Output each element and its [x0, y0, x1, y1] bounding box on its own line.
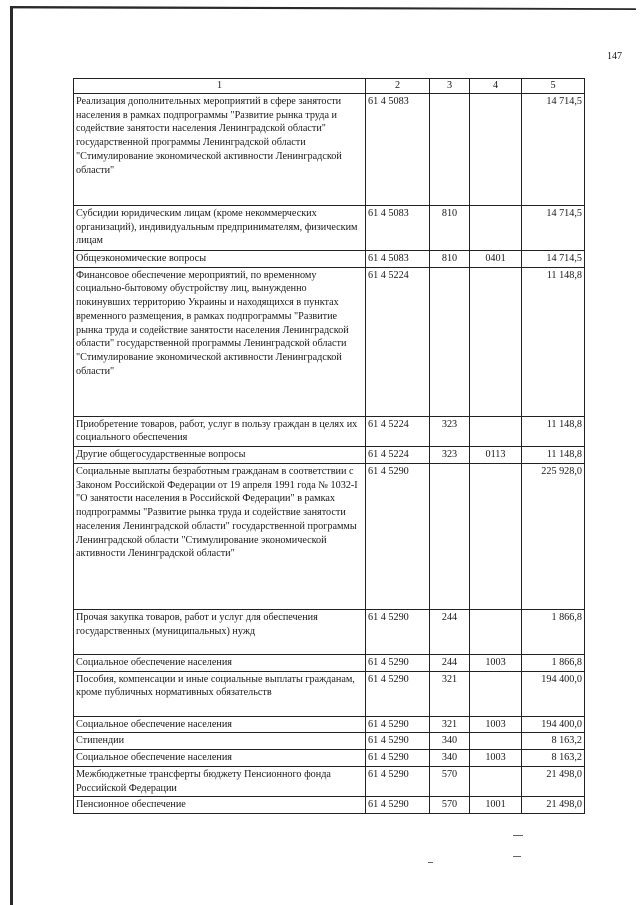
row-code: 61 4 5290 [366, 654, 430, 671]
row-section [470, 733, 522, 750]
row-name: Финансовое обеспечение мероприятий, по временному социально-бытовому обустройству лиц, вынужденно покинувших территорию Украины и находящихся в пунктах временного размещения, в рамках подпрограммы "Развитие рынка труда и содействие занятости населения Ленинградской области" государственной программы Ленинградской области "Стимулирование экономической активности Ленинградской области" [74, 267, 366, 416]
header-col-5: 5 [522, 79, 585, 94]
row-section [470, 416, 522, 447]
table-row [74, 671, 585, 716]
row-section [470, 671, 522, 716]
row-name: Приобретение товаров, работ, услуг в пользу граждан в целях их социального обеспечения [74, 416, 366, 447]
row-sum: 1 866,8 [522, 654, 585, 671]
budget-table [73, 78, 585, 814]
table-row [74, 766, 585, 797]
row-name: Социальное обеспечение населения [74, 716, 366, 733]
row-code: 61 4 5290 [366, 733, 430, 750]
row-name: Стипендии [74, 733, 366, 750]
row-code: 61 4 5083 [366, 250, 430, 267]
table-row [74, 267, 585, 416]
row-code: 61 4 5083 [366, 93, 430, 205]
table-row [74, 416, 585, 447]
table-row [74, 447, 585, 464]
row-expense-type: 340 [430, 733, 470, 750]
row-sum: 21 498,0 [522, 797, 585, 814]
row-name: Социальное обеспечение населения [74, 654, 366, 671]
header-col-1: 1 [74, 79, 366, 94]
row-name: Социальные выплаты безработным гражданам в соответствии с Законом Российской Федерации от 19 апреля 1991 года № 1032-I "О занятости населения в Российской Федерации" в рамках подпрограммы "Развитие рынка труда и содействие занятости населения Ленинградской области" государственной программы Ленинградской области "Стимулирование экономической активности Ленинградской области" [74, 463, 366, 609]
scan-speck [428, 862, 433, 863]
row-code: 61 4 5290 [366, 797, 430, 814]
row-sum: 11 148,8 [522, 447, 585, 464]
row-expense-type: 570 [430, 797, 470, 814]
row-code: 61 4 5224 [366, 267, 430, 416]
row-sum: 14 714,5 [522, 93, 585, 205]
row-section [470, 267, 522, 416]
row-section [470, 609, 522, 654]
row-section [470, 93, 522, 205]
row-expense-type [430, 267, 470, 416]
row-sum: 11 148,8 [522, 267, 585, 416]
row-code: 61 4 5290 [366, 766, 430, 797]
scan-speck [513, 856, 521, 857]
row-name: Прочая закупка товаров, работ и услуг для обеспечения государственных (муниципальных) нужд [74, 609, 366, 654]
row-sum: 14 714,5 [522, 250, 585, 267]
row-name: Субсидии юридическим лицам (кроме некоммерческих организаций), индивидуальным предпринимателям, физическим лицам [74, 205, 366, 250]
row-expense-type [430, 93, 470, 205]
header-col-4: 4 [470, 79, 522, 94]
row-section: 0113 [470, 447, 522, 464]
row-expense-type: 340 [430, 750, 470, 767]
row-sum: 11 148,8 [522, 416, 585, 447]
header-col-3: 3 [430, 79, 470, 94]
row-expense-type: 244 [430, 609, 470, 654]
row-code: 61 4 5290 [366, 716, 430, 733]
table-row [74, 654, 585, 671]
row-name: Реализация дополнительных мероприятий в сфере занятости населения в рамках подпрограммы "Развитие рынка труда и содействие занятости населения Ленинградской области" государственной программы Ленинградской области "Стимулирование экономической активности Ленинградской области" [74, 93, 366, 205]
scan-speck [513, 835, 523, 836]
row-code: 61 4 5290 [366, 671, 430, 716]
row-section: 1001 [470, 797, 522, 814]
row-sum: 8 163,2 [522, 733, 585, 750]
row-name: Пособия, компенсации и иные социальные выплаты гражданам, кроме публичных нормативных обязательств [74, 671, 366, 716]
page-number: 147 [607, 51, 622, 62]
table-row [74, 250, 585, 267]
row-sum: 225 928,0 [522, 463, 585, 609]
row-expense-type: 244 [430, 654, 470, 671]
row-code: 61 4 5224 [366, 447, 430, 464]
row-section [470, 463, 522, 609]
row-sum: 21 498,0 [522, 766, 585, 797]
row-sum: 194 400,0 [522, 671, 585, 716]
row-code: 61 4 5290 [366, 609, 430, 654]
row-code: 61 4 5290 [366, 750, 430, 767]
row-name: Общеэкономические вопросы [74, 250, 366, 267]
row-expense-type: 810 [430, 205, 470, 250]
row-expense-type: 323 [430, 416, 470, 447]
scan-border-left [10, 6, 13, 905]
row-expense-type [430, 463, 470, 609]
table-row [74, 750, 585, 767]
row-name: Межбюджетные трансферты бюджету Пенсионного фонда Российской Федерации [74, 766, 366, 797]
row-sum: 14 714,5 [522, 205, 585, 250]
row-sum: 194 400,0 [522, 716, 585, 733]
table-row [74, 716, 585, 733]
row-expense-type: 570 [430, 766, 470, 797]
row-section [470, 205, 522, 250]
row-name: Другие общегосударственные вопросы [74, 447, 366, 464]
table-row [74, 797, 585, 814]
row-expense-type: 321 [430, 671, 470, 716]
table-row [74, 93, 585, 205]
scan-border-top [10, 6, 636, 10]
row-sum: 1 866,8 [522, 609, 585, 654]
table-row [74, 463, 585, 609]
row-section: 1003 [470, 654, 522, 671]
row-expense-type: 321 [430, 716, 470, 733]
header-col-2: 2 [366, 79, 430, 94]
row-section [470, 766, 522, 797]
row-code: 61 4 5083 [366, 205, 430, 250]
row-expense-type: 323 [430, 447, 470, 464]
table-header-row [74, 79, 585, 94]
row-sum: 8 163,2 [522, 750, 585, 767]
row-expense-type: 810 [430, 250, 470, 267]
row-code: 61 4 5290 [366, 463, 430, 609]
table-row [74, 205, 585, 250]
row-section: 1003 [470, 750, 522, 767]
row-section: 1003 [470, 716, 522, 733]
row-name: Пенсионное обеспечение [74, 797, 366, 814]
table-row [74, 733, 585, 750]
row-name: Социальное обеспечение населения [74, 750, 366, 767]
row-code: 61 4 5224 [366, 416, 430, 447]
table-row [74, 609, 585, 654]
row-section: 0401 [470, 250, 522, 267]
